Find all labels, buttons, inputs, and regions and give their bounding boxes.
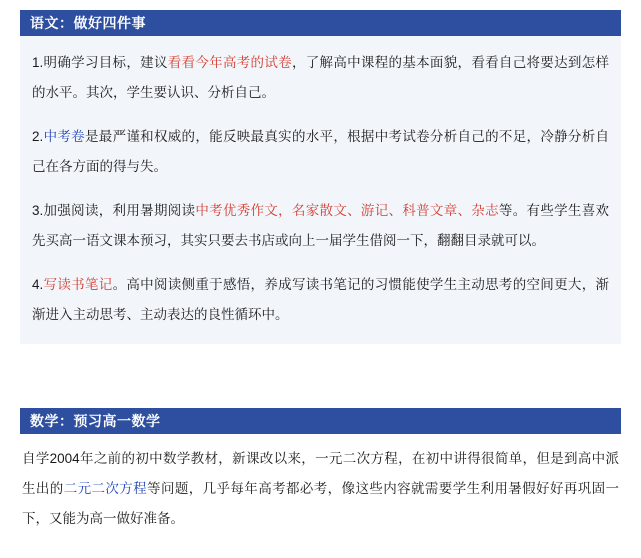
text-run-highlight: 中考卷 xyxy=(43,129,85,144)
paragraph xyxy=(32,196,609,256)
text-run: 等问题，几乎每年高考都必考，像这些内容就需要学生利用暑假好好再巩固一下，又能为高一做好准备。 xyxy=(22,481,620,526)
paragraph xyxy=(32,48,609,108)
section-math-body xyxy=(20,434,621,534)
text-run-highlight: 写读书笔记 xyxy=(43,277,113,292)
section-chinese xyxy=(20,10,621,344)
text-run: 1.明确学习目标，建议 xyxy=(32,55,168,70)
paragraph xyxy=(32,270,609,330)
section-math-header: 数学：预习高一数学 xyxy=(20,408,621,434)
paragraph xyxy=(22,444,619,534)
text-run: 自学2004年之前的初中数学教材，新课改以来，一元二次方程，在初中讲得很简单，但是到高中派生出的 xyxy=(22,451,619,496)
text-run: 4. xyxy=(32,277,44,292)
section-chinese-body xyxy=(20,36,621,344)
text-run-highlight: 看看今年高考的试卷 xyxy=(167,55,292,70)
text-run: 。高中阅读侧重于感悟，养成写读书笔记的习惯能使学生主动思考的空间更大，渐渐进入主动思考、主动表达的良性循环中。 xyxy=(32,277,610,322)
paragraph xyxy=(32,122,609,182)
section-chinese-header: 语文：做好四件事 xyxy=(20,10,621,36)
text-run-highlight: 中考优秀作文，名家散文、游记、科普文章、杂志 xyxy=(195,203,499,218)
section-math xyxy=(20,408,621,534)
section-gap xyxy=(0,344,641,408)
text-run-highlight: 二元二次方程 xyxy=(63,481,148,496)
text-run: 是最严谨和权威的，能反映最真实的水平，根据中考试卷分析自己的不足，冷静分析自己在各方面的得与失。 xyxy=(32,129,610,174)
text-run: 2. xyxy=(32,129,44,144)
text-run: ，了解高中课程的基本面貌，看看自己将要达到怎样的水平。其次，学生要认识、分析自己。 xyxy=(32,55,610,100)
text-run: 3.加强阅读，利用暑期阅读 xyxy=(32,203,196,218)
top-spacer xyxy=(0,0,641,10)
text-run: 等。有些学生喜欢先买高一语文课本预习，其实只要去书店或向上一届学生借阅一下，翻翻目录就可以。 xyxy=(32,203,610,248)
